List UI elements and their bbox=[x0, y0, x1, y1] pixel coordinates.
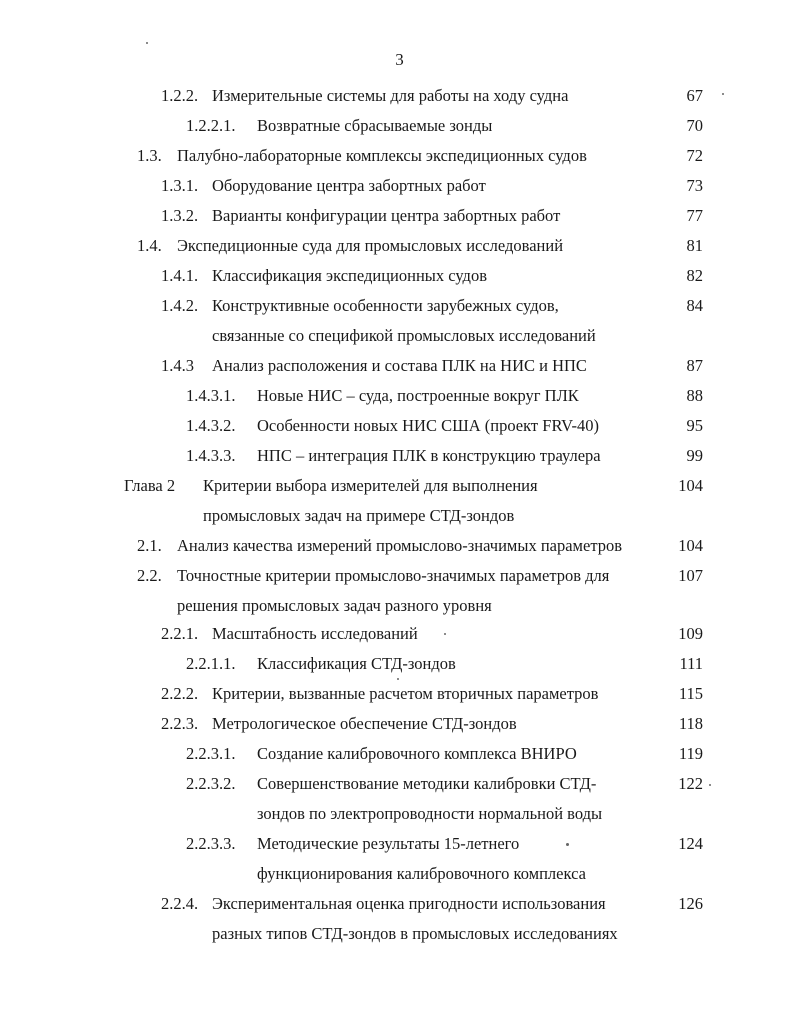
toc-entry bbox=[0, 564, 799, 588]
toc-entry-page: 126 bbox=[678, 894, 703, 913]
toc-entry-title: Экспериментальная оценка пригодности использования bbox=[212, 894, 606, 913]
toc-entry bbox=[0, 84, 799, 108]
toc-entry-number: 1.2.2.1. bbox=[186, 116, 236, 135]
toc-entry-title: Экспедиционные суда для промысловых исследований bbox=[177, 236, 564, 255]
toc-entry-title-continued: связанные со спецификой промысловых исследований bbox=[212, 326, 596, 345]
toc-entry-title: Метрологическое обеспечение СТД-зондов bbox=[212, 714, 517, 733]
toc-entry-number: 1.3. bbox=[137, 146, 162, 165]
toc-entry-title: Создание калибровочного комплекса ВНИРО bbox=[257, 744, 577, 763]
toc-entry bbox=[0, 264, 799, 288]
toc-chapter-entry bbox=[0, 474, 799, 498]
toc-entry-number: 1.3.1. bbox=[161, 176, 199, 195]
toc-entry-page: 88 bbox=[686, 386, 703, 405]
toc-entry bbox=[0, 174, 799, 198]
toc-entry-continuation bbox=[0, 594, 799, 618]
toc-entry-page: 77 bbox=[686, 206, 703, 225]
toc-entry bbox=[0, 444, 799, 468]
toc-entry-number: 1.4.3.2. bbox=[186, 416, 236, 435]
toc-entry bbox=[0, 384, 799, 408]
toc-entry-page: 95 bbox=[686, 416, 703, 435]
toc-entry-page: 70 bbox=[686, 116, 703, 135]
toc-entry bbox=[0, 354, 799, 378]
toc-entry-title-continued: промысловых задач на примере СТД-зондов bbox=[203, 506, 515, 525]
scan-speck bbox=[709, 784, 711, 786]
toc-entry-page: 81 bbox=[686, 236, 703, 255]
scan-speck bbox=[444, 633, 446, 635]
toc-entry bbox=[0, 114, 799, 138]
toc-entry-title: Критерии, вызванные расчетом вторичных параметров bbox=[212, 684, 599, 703]
toc-entry-continuation bbox=[0, 862, 799, 886]
toc-entry-title: Измерительные системы для работы на ходу судна bbox=[212, 86, 569, 105]
toc-entry-number: 2.2.1. bbox=[161, 624, 199, 643]
toc-entry-number: 1.4.3 bbox=[161, 356, 194, 375]
toc-entry-title: НПС – интеграция ПЛК в конструкцию траулера bbox=[257, 446, 601, 465]
toc-entry bbox=[0, 742, 799, 766]
toc-entry-number: 2.1. bbox=[137, 536, 162, 555]
toc-entry bbox=[0, 622, 799, 646]
toc-entry-number: 2.2.3. bbox=[161, 714, 199, 733]
toc-entry-page: 104 bbox=[678, 536, 703, 555]
toc-entry-title: Критерии выбора измерителей для выполнения bbox=[203, 476, 538, 495]
toc-entry-title-continued: функционирования калибровочного комплекса bbox=[257, 864, 586, 883]
toc-entry-page: 104 bbox=[678, 476, 703, 495]
toc-entry-title-continued: разных типов СТД-зондов в промысловых исследованиях bbox=[212, 924, 618, 943]
page-number: 3 bbox=[395, 50, 404, 69]
toc-entry-title: Анализ качества измерений промыслово-значимых параметров bbox=[177, 536, 623, 555]
toc-entry-title: Возвратные сбрасываемые зонды bbox=[257, 116, 493, 135]
toc-entry-page: 115 bbox=[678, 684, 703, 703]
toc-entry-title: Анализ расположения и состава ПЛК на НИС и НПС bbox=[212, 356, 587, 375]
toc-entry-number: 2.2.3.2. bbox=[186, 774, 236, 793]
toc-entry-page: 73 bbox=[686, 176, 703, 195]
toc-entry-continuation bbox=[0, 324, 799, 348]
toc-entry-number: 2.2.1.1. bbox=[186, 654, 236, 673]
toc-entry-continuation bbox=[0, 922, 799, 946]
toc-entry-title: Масштабность исследований bbox=[212, 624, 418, 643]
toc-entry bbox=[0, 832, 799, 856]
toc-entry-title: Точностные критерии промыслово-значимых параметров для bbox=[177, 566, 610, 585]
toc-entry-title: Методические результаты 15-летнего bbox=[257, 834, 520, 853]
toc-entry bbox=[0, 892, 799, 916]
toc-entry-title: Классификация СТД-зондов bbox=[257, 654, 456, 673]
toc-entry-number: 1.4.2. bbox=[161, 296, 199, 315]
toc-entry-number: 2.2.3.3. bbox=[186, 834, 236, 853]
toc-entry bbox=[0, 712, 799, 736]
toc-entry-page: 72 bbox=[686, 146, 703, 165]
toc-entry-page: 119 bbox=[678, 744, 703, 763]
toc-entry-number: 1.2.2. bbox=[161, 86, 199, 105]
toc-entry bbox=[0, 534, 799, 558]
toc-entry-page: 67 bbox=[686, 86, 703, 105]
toc-entry-continuation bbox=[0, 802, 799, 826]
scan-speck bbox=[397, 678, 399, 680]
scan-speck bbox=[146, 42, 148, 44]
toc-entry-page: 87 bbox=[686, 356, 703, 375]
toc-entry-number: 1.4.3.1. bbox=[186, 386, 236, 405]
toc-entry-number: 1.4.3.3. bbox=[186, 446, 236, 465]
toc-entry-page: 84 bbox=[686, 296, 703, 315]
toc-entry-number: 2.2.2. bbox=[161, 684, 199, 703]
toc-entry bbox=[0, 772, 799, 796]
toc-entry-page: 118 bbox=[678, 714, 703, 733]
toc-entry-page: 82 bbox=[686, 266, 703, 285]
toc-entry bbox=[0, 144, 799, 168]
toc-entry-page: 111 bbox=[679, 654, 703, 673]
toc-entry bbox=[0, 234, 799, 258]
toc-entry-page: 122 bbox=[678, 774, 703, 793]
toc-entry-number: 2.2.4. bbox=[161, 894, 199, 913]
toc-entry bbox=[0, 652, 799, 676]
toc-entry-title: Особенности новых НИС США (проект FRV-40) bbox=[257, 416, 600, 435]
toc-entry bbox=[0, 414, 799, 438]
toc-entry-title: Новые НИС – суда, построенные вокруг ПЛК bbox=[257, 386, 579, 405]
toc-entry bbox=[0, 682, 799, 706]
scan-speck bbox=[566, 843, 569, 846]
toc-entry-title: Палубно-лабораторные комплексы экспедиционных судов bbox=[177, 146, 587, 165]
toc-entry-page: 109 bbox=[678, 624, 703, 643]
toc-entry-title: Совершенствование методики калибровки СТД- bbox=[257, 774, 597, 793]
scan-speck bbox=[722, 93, 724, 95]
toc-entry-title: Оборудование центра забортных работ bbox=[212, 176, 486, 195]
toc-entry-title-continued: зондов по электропроводности нормальной воды bbox=[257, 804, 603, 823]
toc-entry-number: 2.2. bbox=[137, 566, 162, 585]
toc-entry-title: Конструктивные особенности зарубежных судов, bbox=[212, 296, 559, 315]
toc-entry bbox=[0, 204, 799, 228]
toc-entry-continuation bbox=[0, 504, 799, 528]
toc-entry-page: 99 bbox=[686, 446, 703, 465]
toc-entry-title: Варианты конфигурации центра забортных работ bbox=[212, 206, 561, 225]
toc-entry-number: 1.3.2. bbox=[161, 206, 199, 225]
toc-entry-number: 1.4.1. bbox=[161, 266, 199, 285]
toc-entry-number: Глава 2 bbox=[124, 476, 176, 495]
toc-entry-page: 124 bbox=[678, 834, 703, 853]
toc-entry-number: 1.4. bbox=[137, 236, 162, 255]
toc-entry bbox=[0, 294, 799, 318]
toc-entry-title-continued: решения промысловых задач разного уровня bbox=[177, 596, 492, 615]
toc-entry-page: 107 bbox=[678, 566, 703, 585]
toc-entry-title: Классификация экспедиционных судов bbox=[212, 266, 487, 285]
toc-entry-number: 2.2.3.1. bbox=[186, 744, 236, 763]
